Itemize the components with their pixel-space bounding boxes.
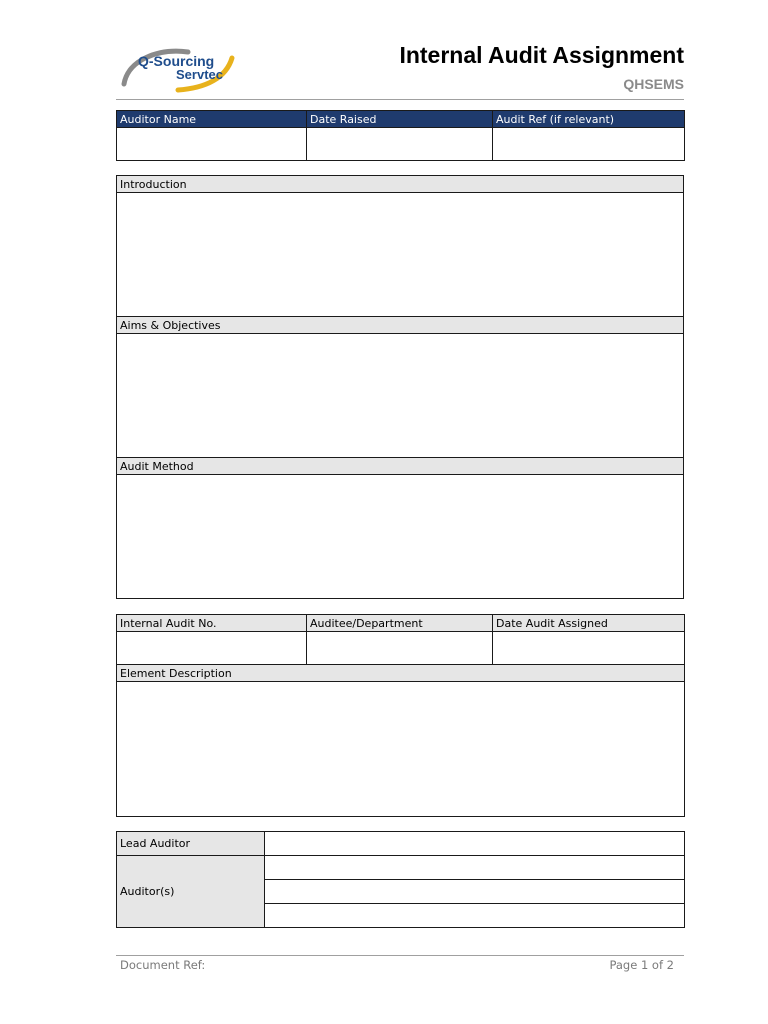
auditor-table [116, 110, 685, 161]
audit-method-field[interactable] [117, 475, 684, 599]
internal-audit-no-header: Internal Audit No. [117, 615, 307, 632]
auditor-field-3[interactable] [265, 904, 685, 928]
footer-divider [116, 955, 684, 956]
audit-ref-field[interactable] [493, 128, 685, 161]
auditors-label: Auditor(s) [117, 856, 265, 928]
element-description-label: Element Description [117, 665, 685, 682]
company-logo [118, 44, 248, 96]
aims-objectives-label: Aims & Objectives [117, 317, 684, 334]
audit-details-table [116, 614, 685, 817]
document-title: Internal Audit Assignment [399, 42, 684, 68]
auditor-field-2[interactable] [265, 880, 685, 904]
auditee-department-field[interactable] [307, 632, 493, 665]
audit-team-table [116, 831, 685, 928]
sections-table [116, 175, 684, 599]
date-raised-header: Date Raised [307, 111, 493, 128]
auditor-name-field[interactable] [117, 128, 307, 161]
document-ref-label: Document Ref: [120, 958, 206, 972]
header-divider [116, 99, 684, 100]
auditor-name-header: Auditor Name [117, 111, 307, 128]
audit-method-label: Audit Method [117, 458, 684, 475]
introduction-label: Introduction [117, 176, 684, 193]
date-raised-field[interactable] [307, 128, 493, 161]
lead-auditor-field[interactable] [265, 832, 685, 856]
element-description-field[interactable] [117, 682, 685, 817]
document-subtitle: QHSEMS [623, 76, 684, 92]
date-audit-assigned-field[interactable] [493, 632, 685, 665]
auditee-department-header: Auditee/Department [307, 615, 493, 632]
logo-swoosh-graphic [118, 44, 248, 96]
logo-text-line2: Servtec [176, 67, 223, 82]
date-audit-assigned-header: Date Audit Assigned [493, 615, 685, 632]
introduction-field[interactable] [117, 193, 684, 317]
auditor-field-1[interactable] [265, 856, 685, 880]
aims-objectives-field[interactable] [117, 334, 684, 458]
lead-auditor-label: Lead Auditor [117, 832, 265, 856]
page-number: Page 1 of 2 [609, 958, 674, 972]
internal-audit-no-field[interactable] [117, 632, 307, 665]
logo-text-line1: Q-Sourcing [138, 53, 215, 69]
audit-ref-header: Audit Ref (if relevant) [493, 111, 685, 128]
